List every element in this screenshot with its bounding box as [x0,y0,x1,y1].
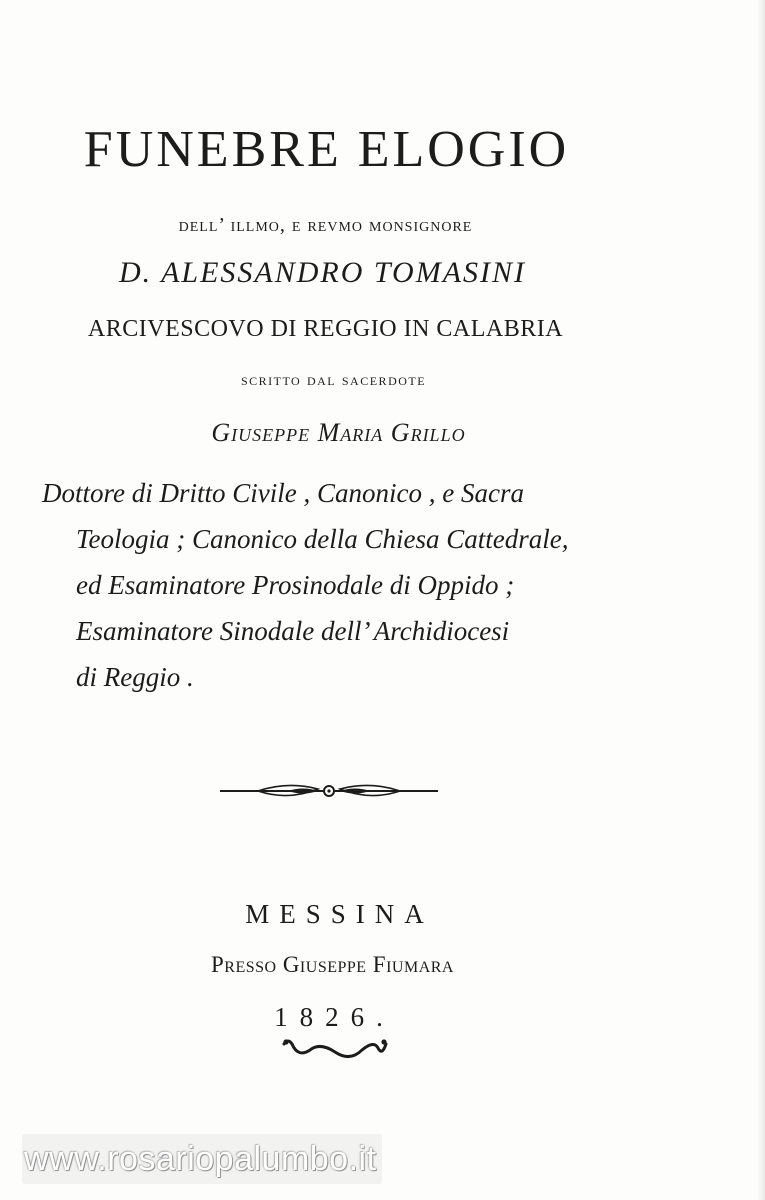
author-credentials [42,470,624,700]
credentials-line: Teologia ; Canonico della Chiesa Cattedrale, [76,524,569,554]
subtitle: dell’ illmo, e revmo monsignore [178,214,473,236]
honoree-office: ARCIVESCOVO DI REGGIO IN CALABRIA [87,316,564,342]
honoree-name: D. ALESSANDRO TOMASINI [118,256,527,289]
imprint-place: MESSINA [245,899,434,929]
credentials-line: ed Esaminatore Prosinodale di Oppido ; [76,570,515,600]
credentials-line: di Reggio . [76,662,194,692]
watermark: www.rosariopalumbo.it [24,1140,377,1178]
page-edge-shadow [757,0,765,1200]
ornament-divider-icon [218,775,440,807]
credentials-line: Dottore di Dritto Civile , Canonico , e Sacra [42,478,524,508]
tailpiece-flourish-icon [280,1036,390,1064]
imprint-printer: Presso Giuseppe Fiumara [210,952,454,977]
imprint-year: 1826. [274,1002,395,1032]
written-by: scritto dal sacerdote [240,370,427,389]
author-name: Giuseppe Maria Grillo [211,418,466,447]
page-title: FUNEBRE ELOGIO [83,121,570,178]
credentials-line: Esaminatore Sinodale dell’ Archidiocesi [76,616,510,646]
